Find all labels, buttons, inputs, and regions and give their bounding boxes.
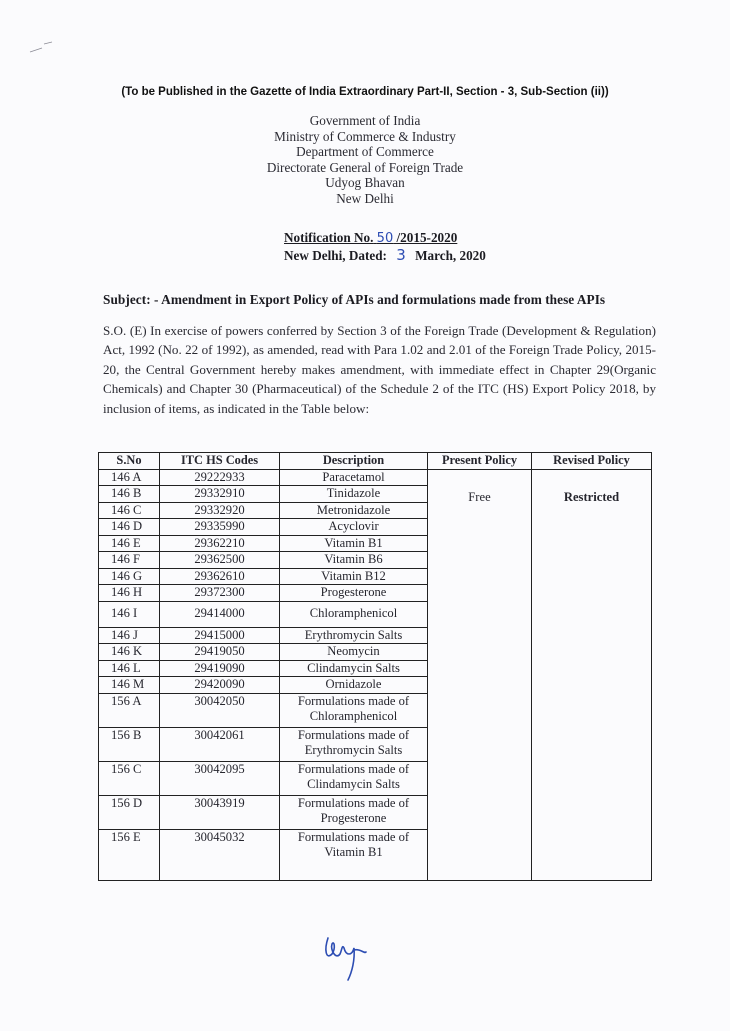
sno-cell: 146 M: [99, 677, 160, 694]
hs-code-cell: 30045032: [160, 829, 280, 880]
sno-cell: 146 D: [99, 519, 160, 536]
hs-code-cell: 29419050: [160, 644, 280, 661]
description-cell: Formulations made of Erythromycin Salts: [280, 727, 428, 761]
header-description: Description: [280, 453, 428, 470]
hs-code-cell: 29332920: [160, 502, 280, 519]
hs-code-cell: 29414000: [160, 601, 280, 627]
notification-suffix: /2015-2020: [396, 230, 458, 245]
sno-cell: 146 E: [99, 535, 160, 552]
month-year: March, 2020: [415, 248, 486, 263]
hs-code-cell: 29332910: [160, 486, 280, 503]
handwritten-signature: [318, 920, 378, 990]
sno-cell: 156 E: [99, 829, 160, 880]
header-sno: S.No: [99, 453, 160, 470]
hs-code-cell: 29335990: [160, 519, 280, 536]
table-row: [99, 469, 652, 486]
sno-cell: 156 C: [99, 761, 160, 795]
description-cell: Vitamin B12: [280, 568, 428, 585]
hs-code-cell: 29362610: [160, 568, 280, 585]
description-cell: Metronidazole: [280, 502, 428, 519]
header-itc-hs-codes: ITC HS Codes: [160, 453, 280, 470]
present-policy-cell: Free: [428, 469, 532, 880]
hs-code-cell: 30042061: [160, 727, 280, 761]
description-cell: Formulations made of Clindamycin Salts: [280, 761, 428, 795]
govt-line: Department of Commerce: [296, 144, 434, 160]
revised-policy-cell: Restricted: [532, 469, 652, 880]
description-cell: Chloramphenicol: [280, 601, 428, 627]
sno-cell: 146 L: [99, 660, 160, 677]
gazette-publication-line: (To be Published in the Gazette of India Extraordinary Part-II, Section - 3, Sub-Section (ii)): [121, 86, 609, 98]
hs-code-cell: 29372300: [160, 585, 280, 602]
description-cell: Clindamycin Salts: [280, 660, 428, 677]
margin-mark: [26, 36, 66, 58]
table-header-row: [99, 453, 652, 470]
sno-cell: 156 A: [99, 693, 160, 727]
hs-code-cell: 29419090: [160, 660, 280, 677]
header-revised-policy: Revised Policy: [532, 453, 652, 470]
sno-cell: 156 B: [99, 727, 160, 761]
notification-block: [284, 229, 486, 264]
hs-code-cell: 30043919: [160, 795, 280, 829]
description-cell: Neomycin: [280, 644, 428, 661]
government-address-block: [0, 113, 730, 207]
hs-code-cell: 29420090: [160, 677, 280, 694]
description-cell: Formulations made of Progesterone: [280, 795, 428, 829]
description-cell: Progesterone: [280, 585, 428, 602]
govt-line: New Delhi: [336, 190, 394, 206]
hs-code-cell: 29415000: [160, 627, 280, 644]
sno-cell: 146 G: [99, 568, 160, 585]
description-cell: Acyclovir: [280, 519, 428, 536]
hs-code-cell: 30042050: [160, 693, 280, 727]
description-cell: Formulations made of Vitamin B1: [280, 829, 428, 880]
notification-date-line: [284, 247, 486, 264]
description-cell: Formulations made of Chloramphenicol: [280, 693, 428, 727]
sno-cell: 146 A: [99, 469, 160, 486]
notification-prefix: Notification No.: [284, 230, 374, 245]
handwritten-notification-number: 50: [376, 231, 394, 246]
hs-code-cell: 29362210: [160, 535, 280, 552]
dated-prefix: New Delhi, Dated:: [284, 248, 387, 263]
notification-number-line: [284, 229, 486, 247]
description-cell: Paracetamol: [280, 469, 428, 486]
hs-code-cell: 29362500: [160, 552, 280, 569]
govt-line: Ministry of Commerce & Industry: [274, 128, 456, 144]
description-cell: Ornidazole: [280, 677, 428, 694]
sno-cell: 146 J: [99, 627, 160, 644]
sno-cell: 146 B: [99, 486, 160, 503]
handwritten-day: 3: [396, 246, 406, 264]
sno-cell: 156 D: [99, 795, 160, 829]
govt-line: Directorate General of Foreign Trade: [266, 159, 464, 175]
govt-line: Government of India: [309, 113, 421, 128]
sno-cell: 146 C: [99, 502, 160, 519]
description-cell: Vitamin B1: [280, 535, 428, 552]
sno-cell: 146 I: [99, 601, 160, 627]
description-cell: Tinidazole: [280, 486, 428, 503]
header-present-policy: Present Policy: [428, 453, 532, 470]
subject-line: Subject: - Amendment in Export Policy of APIs and formulations made from these APIs: [103, 292, 606, 307]
govt-line: Udyog Bhavan: [325, 175, 405, 191]
hs-code-cell: 30042095: [160, 761, 280, 795]
sno-cell: 146 F: [99, 552, 160, 569]
export-policy-table: [98, 452, 652, 881]
description-cell: Erythromycin Salts: [280, 627, 428, 644]
description-cell: Vitamin B6: [280, 552, 428, 569]
hs-code-cell: 29222933: [160, 469, 280, 486]
body-paragraph: S.O. (E) In exercise of powers conferred by Section 3 of the Foreign Trade (Development & Regulation) Act, 1992 (No. 22 of 1992), as amended, read with Para 1.02 and 2.01 of the Foreign Trade Policy, 2015-20, the Central Government hereby makes amendment, with immediate effect in Chapter 29(Organic Chemicals) and Chapter 30 (Pharmaceutical) of the Schedule 2 of the ITC (HS) Export Policy 2018, by inclusion of items, as indicated in the Table below:: [103, 323, 656, 416]
sno-cell: 146 H: [99, 585, 160, 602]
sno-cell: 146 K: [99, 644, 160, 661]
